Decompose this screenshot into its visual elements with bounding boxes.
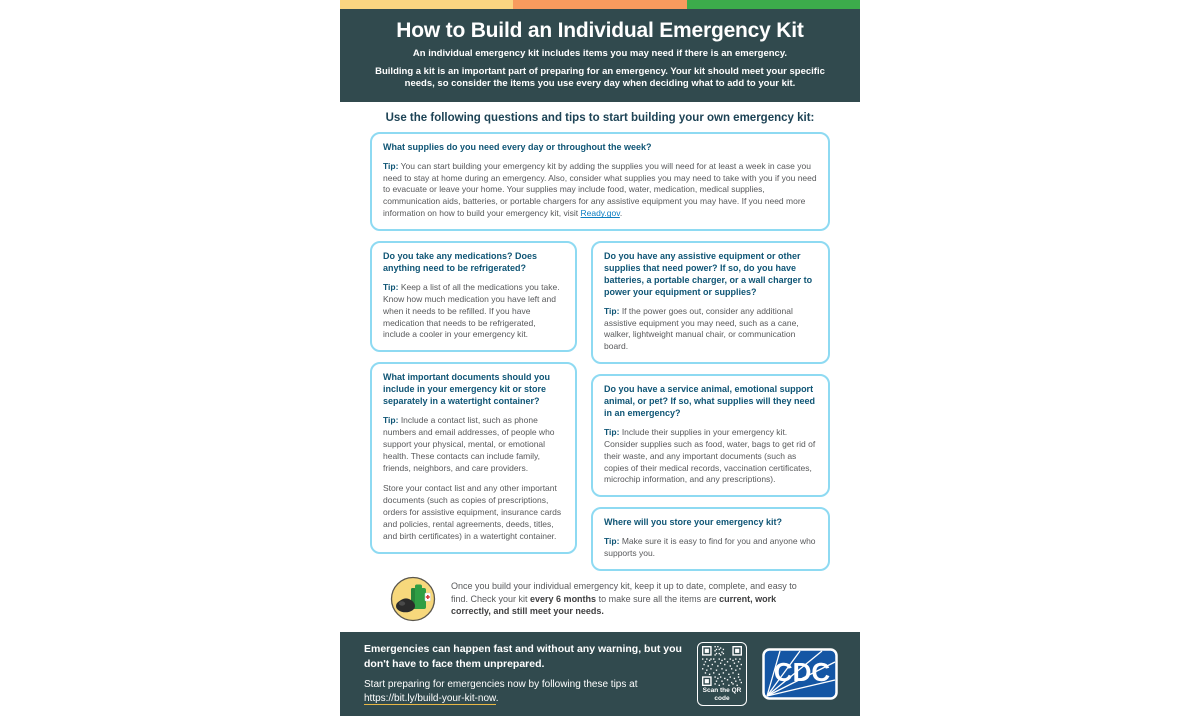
tip-text: Make sure it is easy to find for you and anyone who supports you. <box>604 536 816 559</box>
reminder-text-2: to make sure all the items are <box>596 593 720 604</box>
card-medications <box>370 241 577 352</box>
intro-heading: Use the following questions and tips to start building your own emergency kit: <box>385 111 815 124</box>
tip-text: If the power goes out, consider any additional assistive equipment you may need, such as a cane, walker, lightweight manual chair, or communication board. <box>604 305 799 352</box>
reminder-text <box>451 580 803 618</box>
infographic-page <box>340 0 860 716</box>
card-question: What important documents should you include in your emergency kit or store separately in a watertight container? <box>383 372 550 407</box>
footer-text-block <box>364 642 682 705</box>
strip-segment-green <box>687 0 860 9</box>
qr-code-icon <box>702 646 742 686</box>
tip-text: Include their supplies in your emergency kit. Consider supplies such as food, water, bags to get rid of their waste, and any important documents (such as copies of their medical records, vaccination certificates, microchip information, and any prescriptions). <box>604 426 816 485</box>
card-question: Do you take any medications? Does anything need to be refrigerated? <box>383 251 538 274</box>
tip-label: Tip: <box>604 536 620 547</box>
right-column <box>591 241 830 571</box>
card-question: Where will you store your emergency kit? <box>604 517 783 528</box>
tip-label: Tip: <box>383 414 399 425</box>
qr-code-box <box>697 642 747 706</box>
card-question: What supplies do you need every day or throughout the week? <box>383 141 652 152</box>
qr-label: Scan the QR code <box>702 686 742 703</box>
card-kit-storage <box>591 507 830 571</box>
page-title: How to Build an Individual Emergency Kit <box>396 19 804 42</box>
decorative-color-strip <box>340 0 860 9</box>
cdc-logo <box>762 648 838 700</box>
strip-segment-orange <box>513 0 686 9</box>
card-tip-second-paragraph: Store your contact list and any other important documents (such as copies of prescriptions, orders for assistive equipment, insurance cards and policies, rental agreements, deeds, titles, and birth certificates) in a watertight container. <box>383 483 562 541</box>
card-daily-supplies <box>370 132 830 231</box>
card-important-documents <box>370 362 577 554</box>
header-subtitle-1: An individual emergency kit includes items you may need if there is an emergency. <box>412 48 788 60</box>
footer-body <box>364 678 682 706</box>
cdc-logo-text: CDC <box>773 657 831 688</box>
reminder-text-1: Once you build your individual emergency kit, keep it up to date, complete, and easy to find. Check your kit <box>451 580 797 604</box>
footer-banner <box>340 632 860 716</box>
tip-label: Tip: <box>604 305 620 316</box>
card-tip <box>604 536 817 560</box>
header-banner <box>340 9 860 102</box>
header-subtitle-2: Building a kit is an important part of preparing for an emergency. Your kit should meet your specific needs, so consider the items you use every day when deciding what to add to your kit. <box>375 66 825 90</box>
card-columns <box>370 241 830 571</box>
card-question: Do you have any assistive equipment or other supplies that need power? If so, do you have batteries, a portable charger, or a wall charger to power your equipment or supplies? <box>604 251 813 297</box>
card-tip <box>604 427 817 486</box>
card-service-animal <box>591 374 830 497</box>
footer-headline: Emergencies can happen fast and without any warning, but you don't have to face them unprepared. <box>364 643 682 670</box>
emergency-kit-icon <box>390 576 436 622</box>
main-content <box>340 112 860 630</box>
tip-label: Tip: <box>383 160 399 171</box>
reminder-bold-2: current, work correctly, and still meet your needs. <box>451 593 777 617</box>
card-tip <box>604 306 817 354</box>
tip-text: Include a contact list, such as phone numbers and email addresses, of people who support your physical, mental, or emotional health. These contacts can include family, friends, neighbors, and care providers. <box>383 414 555 473</box>
footer-body-prefix: Start preparing for emergencies now by following these tips at <box>364 678 638 690</box>
card-tip <box>383 282 564 341</box>
footer-body-suffix: . <box>495 692 499 704</box>
reminder-note <box>370 571 830 630</box>
ready-gov-link[interactable]: Ready.gov <box>580 208 620 219</box>
card-question: Do you have a service animal, emotional support animal, or pet? If so, what supplies will they need in an emergency? <box>604 384 816 418</box>
tip-label: Tip: <box>604 426 620 437</box>
card-tip <box>383 161 817 220</box>
card-assistive-equipment <box>591 241 830 364</box>
tip-text: Keep a list of all the medications you take. Know how much medication you have left and when it needs to be refilled. If you have medication that needs to be refrigerated, include a cooler in your emergency kit. <box>383 281 560 340</box>
left-column <box>370 241 577 554</box>
strip-segment-yellow <box>340 0 513 9</box>
card-tip <box>383 415 564 474</box>
tip-text: You can start building your emergency kit by adding the supplies you will need for at least a week in case you need to stay at home during an emergency. Also, consider what supplies you may need to take with you if you need to evacuate or leave your home. Your supplies may include food, water, medication, medical supplies, communication aids, batteries, or portable chargers for any assistive equipment you may have. If you need more information on how to build your emergency kit, visit <box>383 160 817 219</box>
tip-suffix: . <box>619 208 623 219</box>
tip-label: Tip: <box>383 281 399 292</box>
bitly-link[interactable]: https://bit.ly/build-your-kit-now <box>364 692 496 704</box>
reminder-bold-1: every 6 months <box>530 593 597 604</box>
